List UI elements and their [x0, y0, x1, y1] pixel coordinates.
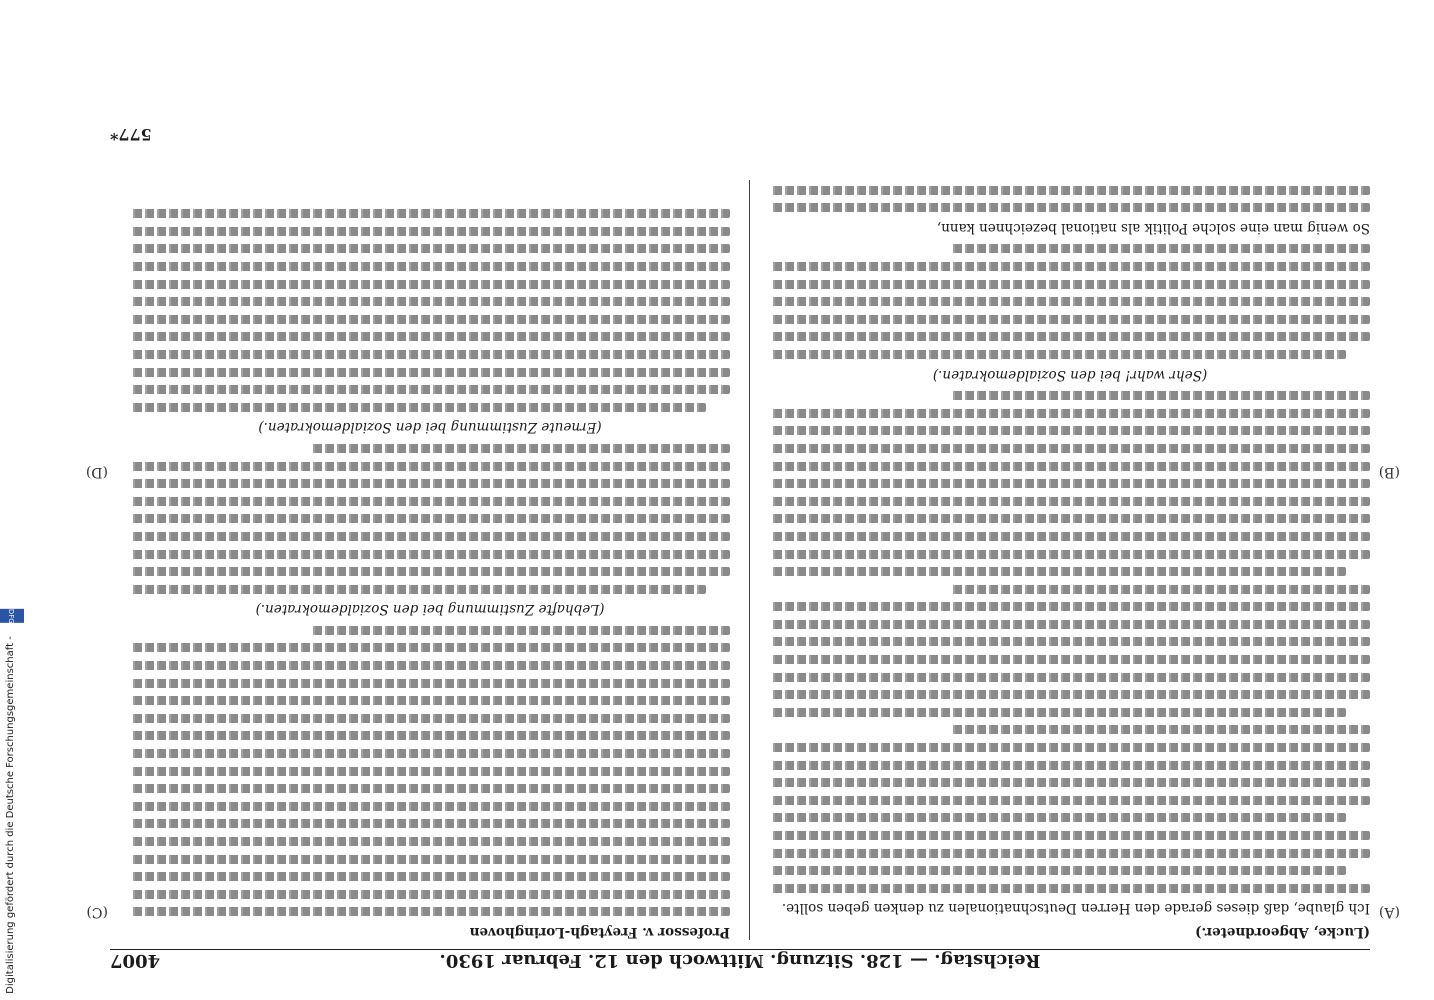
text-line — [130, 890, 730, 899]
text-line — [130, 368, 730, 377]
interjection: (Lebhafte Zustimmung bei den Sozialdemokraten.) — [255, 601, 605, 618]
page-title: Reichstag. — 128. Sitzung. Mittwoch den 12. Februar 1930. — [439, 950, 1041, 971]
text-line — [130, 332, 730, 341]
text-line — [770, 866, 1346, 875]
text-line — [130, 802, 730, 811]
digitization-credit — [0, 0, 22, 1000]
text-line — [770, 638, 1370, 647]
text-line — [770, 690, 1370, 699]
printer-signature: 577* — [110, 125, 152, 145]
text-line — [770, 849, 1370, 858]
page-footer — [110, 120, 1370, 150]
text-line — [770, 761, 1370, 770]
text-line — [130, 749, 730, 758]
interjection: (Erneute Zustimmung bei den Sozialdemokraten.) — [258, 419, 602, 436]
text-line — [130, 714, 730, 723]
text-line — [310, 626, 730, 635]
text-line — [130, 767, 730, 776]
text-line — [770, 203, 1370, 212]
text-line — [770, 409, 1370, 418]
text-line — [950, 244, 1370, 253]
page-header — [110, 949, 1370, 980]
paragraph: So wenig man eine solche Politik als national bezeichnen kann, — [936, 219, 1370, 236]
text-line — [770, 532, 1370, 541]
text-line — [130, 315, 730, 324]
text-line — [130, 244, 730, 253]
text-line — [770, 280, 1370, 289]
speaker-line: Professor v. Freytagh-Loringhoven — [469, 924, 730, 940]
text-line — [130, 679, 730, 688]
text-line — [770, 884, 1370, 893]
text-line — [950, 585, 1370, 594]
text-line — [770, 602, 1370, 611]
text-line — [950, 391, 1370, 400]
text-line — [130, 280, 730, 289]
text-line — [770, 831, 1370, 840]
text-line — [130, 731, 730, 740]
text-line — [130, 855, 730, 864]
text-line — [770, 315, 1370, 324]
text-line — [770, 655, 1370, 664]
text-line — [770, 262, 1370, 271]
text-line — [130, 907, 730, 916]
speaker-line: (Lucke, Abgeordneter.) — [1195, 924, 1370, 940]
text-line — [770, 796, 1370, 805]
margin-marker-a: (A) — [1378, 904, 1400, 920]
text-line — [770, 550, 1370, 559]
text-line — [770, 813, 1346, 822]
text-line — [130, 403, 706, 412]
text-line — [770, 708, 1346, 717]
dfg-logo: DFG — [0, 609, 24, 623]
column-divider — [749, 180, 750, 940]
text-line — [770, 743, 1370, 752]
text-line — [130, 532, 730, 541]
text-line — [770, 444, 1370, 453]
margin-marker-d: (D) — [85, 464, 108, 480]
paragraph: Ich glaube, daß dieses gerade den Herren Deutschnationalen zu denken geben sollte. — [781, 900, 1370, 917]
left-column — [770, 180, 1370, 940]
digitization-credit-text: Digitalisierung gefördert durch die Deutsche Forschungsgemeinschaft - — [5, 636, 16, 994]
text-line — [770, 297, 1370, 306]
text-line — [770, 497, 1370, 506]
text-line — [770, 778, 1370, 787]
text-line — [130, 227, 730, 236]
text-line — [130, 819, 730, 828]
margin-marker-b: (B) — [1378, 464, 1400, 480]
text-line — [770, 567, 1346, 576]
interjection: (Sehr wahr! bei den Sozialdemokraten.) — [932, 366, 1208, 383]
text-line — [770, 673, 1370, 682]
text-line — [770, 426, 1370, 435]
text-line — [770, 479, 1370, 488]
text-line — [770, 332, 1370, 341]
text-line — [770, 350, 1346, 359]
text-line — [950, 725, 1370, 734]
text-line — [130, 350, 730, 359]
text-line — [130, 262, 730, 271]
text-line — [770, 514, 1370, 523]
text-line — [130, 550, 730, 559]
text-line — [770, 620, 1370, 629]
text-line — [130, 385, 730, 394]
text-line — [130, 567, 730, 576]
text-line — [130, 585, 706, 594]
text-line — [130, 479, 730, 488]
page-number: 4007 — [110, 950, 161, 971]
text-line — [130, 661, 730, 670]
text-line — [130, 209, 730, 218]
text-line — [770, 462, 1370, 471]
text-line — [130, 784, 730, 793]
scanned-page — [85, 80, 1400, 980]
margin-marker-c: (C) — [86, 904, 108, 920]
text-line — [130, 514, 730, 523]
text-line — [130, 297, 730, 306]
text-line — [130, 696, 730, 705]
text-line — [310, 444, 730, 453]
text-line — [130, 462, 730, 471]
text-line — [130, 497, 730, 506]
right-column — [130, 180, 730, 940]
text-line — [130, 644, 730, 653]
text-line — [130, 837, 730, 846]
text-line — [130, 872, 730, 881]
text-line — [770, 186, 1370, 195]
